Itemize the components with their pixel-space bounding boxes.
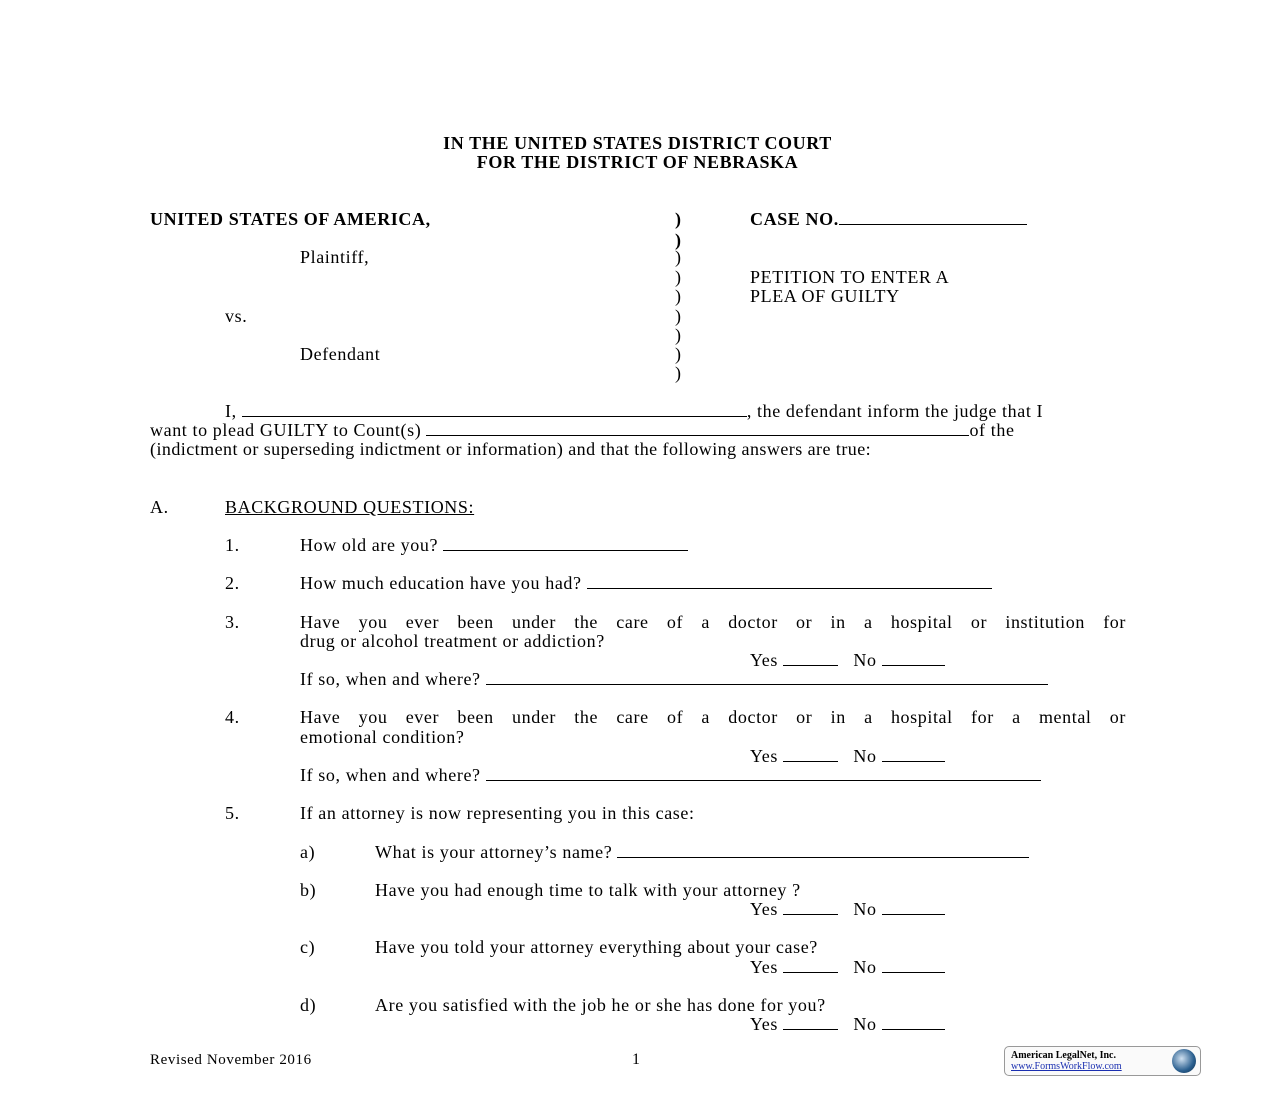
age-blank[interactable] xyxy=(443,535,688,551)
plaintiff-label: Plaintiff, xyxy=(300,247,370,267)
question-3-followup xyxy=(300,669,1048,689)
no-label: No xyxy=(853,746,877,766)
court-title-line1: IN THE UNITED STATES DISTRICT COURT xyxy=(443,133,832,153)
question-3-line2: drug or alcohol treatment or addiction? xyxy=(300,631,605,651)
question-2 xyxy=(300,573,992,593)
no-blank[interactable] xyxy=(882,1014,945,1030)
yes-label: Yes xyxy=(750,957,778,977)
caption-paren: ) xyxy=(675,306,682,326)
no-blank[interactable] xyxy=(882,957,945,973)
no-label: No xyxy=(853,1014,877,1034)
subquestion-letter: b) xyxy=(300,880,317,900)
yes-no-row xyxy=(750,650,945,670)
no-label: No xyxy=(853,957,877,977)
section-letter: A. xyxy=(150,497,169,517)
defendant-name-blank[interactable] xyxy=(242,401,747,417)
subquestion-letter: a) xyxy=(300,842,316,862)
no-label: No xyxy=(853,650,877,670)
followup-text: If so, when and where? xyxy=(300,765,481,785)
yes-no-row xyxy=(750,746,945,766)
yes-no-row xyxy=(750,957,945,977)
subquestion-b: Have you had enough time to talk with your attorney ? xyxy=(375,880,801,900)
question-number: 5. xyxy=(225,803,240,823)
defendant-label: Defendant xyxy=(300,344,381,364)
subquestion-letter: d) xyxy=(300,995,317,1015)
question-number: 4. xyxy=(225,707,240,727)
subquestion-c: Have you told your attorney everything about your case? xyxy=(375,937,818,957)
question-number: 3. xyxy=(225,612,240,632)
document-title-line1: PETITION TO ENTER A xyxy=(750,267,950,287)
no-blank[interactable] xyxy=(882,899,945,915)
page-number: 1 xyxy=(632,1051,641,1068)
intro-text: , the defendant inform the judge that I xyxy=(746,401,1044,421)
caption-paren: ) xyxy=(675,363,682,383)
subquestion-a xyxy=(375,842,1029,862)
no-blank[interactable] xyxy=(882,746,945,762)
question-4-followup xyxy=(300,765,1041,785)
yes-blank[interactable] xyxy=(783,957,838,973)
globe-icon xyxy=(1172,1049,1196,1073)
subquestion-letter: c) xyxy=(300,937,316,957)
yes-blank[interactable] xyxy=(783,746,838,762)
question-text: How old are you? xyxy=(300,535,439,555)
question-number: 2. xyxy=(225,573,240,593)
attorney-name-blank[interactable] xyxy=(617,842,1029,858)
subquestion-d: Are you satisfied with the job he or she has done for you? xyxy=(375,995,826,1015)
yes-no-row xyxy=(750,1014,945,1034)
no-blank[interactable] xyxy=(882,650,945,666)
caption-paren: ) xyxy=(675,267,682,287)
yes-label: Yes xyxy=(750,1014,778,1034)
education-blank[interactable] xyxy=(587,573,992,589)
question-5: If an attorney is now representing you in this case: xyxy=(300,803,695,823)
court-title-line2: FOR THE DISTRICT OF NEBRASKA xyxy=(476,152,799,172)
question-4-line1: Have you ever been under the care of a doctor or in a hospital for a mental or xyxy=(300,707,1126,727)
intro-line3: (indictment or superseding indictment or information) and that the following answers are true: xyxy=(150,439,872,459)
caption-paren: ) xyxy=(675,230,682,250)
logo-name: American LegalNet, Inc. xyxy=(1011,1050,1116,1061)
yes-label: Yes xyxy=(750,746,778,766)
intro-of-the: of the xyxy=(969,420,1015,440)
question-3-line1: Have you ever been under the care of a doctor or in a hospital or institution for xyxy=(300,612,1126,632)
yes-blank[interactable] xyxy=(783,899,838,915)
intro-plead: want to plead GUILTY to Count(s) xyxy=(150,420,422,440)
question-4-line2: emotional condition? xyxy=(300,727,465,747)
case-number-field[interactable] xyxy=(750,209,1027,229)
caption-paren: ) xyxy=(675,344,682,364)
yes-blank[interactable] xyxy=(783,650,838,666)
document-title-line2: PLEA OF GUILTY xyxy=(750,286,900,306)
caption-paren: ) xyxy=(675,286,682,306)
revised-date: Revised November 2016 xyxy=(150,1052,312,1068)
question-text: How much education have you had? xyxy=(300,573,582,593)
caption-paren: ) xyxy=(675,209,682,229)
yes-label: Yes xyxy=(750,899,778,919)
section-title: BACKGROUND QUESTIONS: xyxy=(225,497,475,517)
followup-text: If so, when and where? xyxy=(300,669,481,689)
plaintiff-party: UNITED STATES OF AMERICA, xyxy=(150,209,431,229)
case-no-blank[interactable] xyxy=(839,209,1027,225)
subquestion-text: What is your attorney’s name? xyxy=(375,842,613,862)
caption-paren: ) xyxy=(675,247,682,267)
intro-i: I, xyxy=(225,401,237,421)
question-1 xyxy=(300,535,688,555)
intro-line2 xyxy=(150,420,1015,440)
vs-label: vs. xyxy=(225,306,248,326)
question-number: 1. xyxy=(225,535,240,555)
caption-paren: ) xyxy=(675,325,682,345)
yes-label: Yes xyxy=(750,650,778,670)
when-where-blank[interactable] xyxy=(486,669,1048,685)
case-no-label: CASE NO. xyxy=(750,209,839,229)
logo-url-link[interactable]: www.FormsWorkFlow.com xyxy=(1011,1061,1122,1072)
yes-no-row xyxy=(750,899,945,919)
when-where-blank[interactable] xyxy=(486,765,1041,781)
no-label: No xyxy=(853,899,877,919)
american-legalnet-logo[interactable] xyxy=(1004,1046,1201,1076)
yes-blank[interactable] xyxy=(783,1014,838,1030)
intro-line1 xyxy=(225,401,1043,421)
counts-blank[interactable] xyxy=(426,420,969,436)
